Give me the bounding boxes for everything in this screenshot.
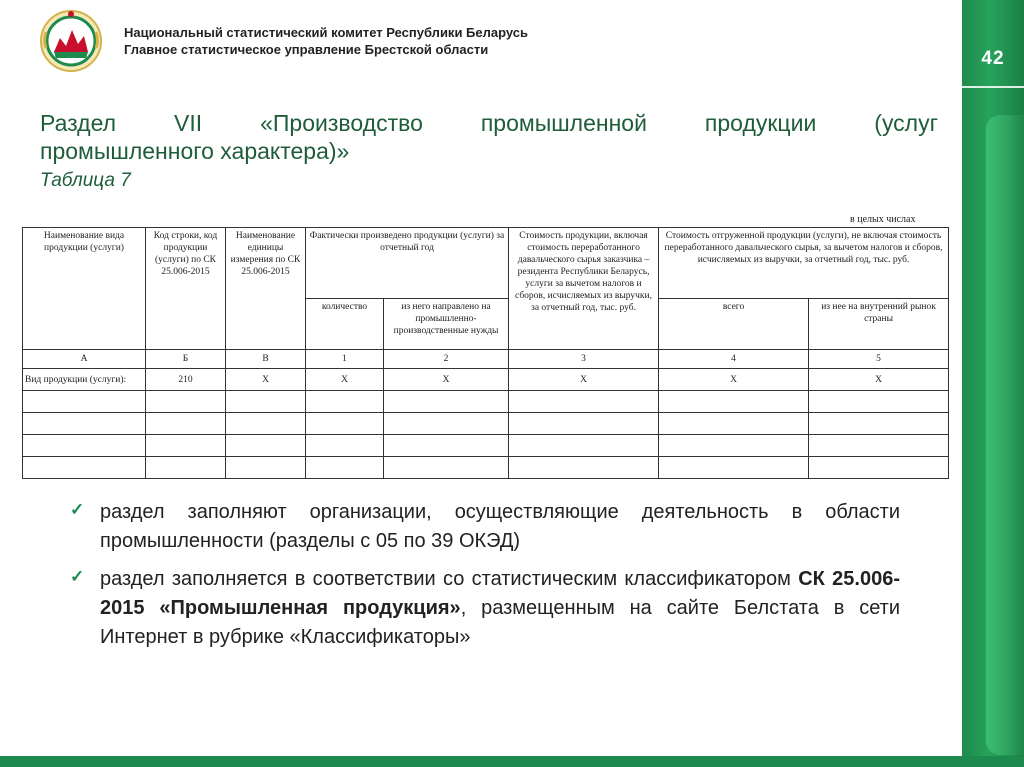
table-cell: В (226, 350, 306, 369)
table-cell: 2 (384, 350, 509, 369)
bullet-list (70, 498, 900, 661)
checkmark-icon: ✓ (70, 567, 85, 586)
units-note: в целых числах (850, 214, 916, 225)
bullet-item (70, 565, 900, 652)
report-form-table (22, 227, 949, 479)
bottom-green-bar (0, 756, 1024, 767)
table-cell: 5 (809, 350, 949, 369)
table-row (23, 369, 949, 391)
header-unit-name: Наименование единицы измерения по СК 25.006-2015 (226, 228, 306, 350)
subheader-domestic: из нее на внутренний рынок страны (809, 299, 949, 350)
section-title-line-1: Раздел VII «Производство промышленной продукции (услуг (40, 110, 938, 136)
table-cell: Х (306, 369, 384, 391)
header-product-name: Наименование вида продукции (услуги) (23, 228, 146, 350)
table-cell: 3 (509, 350, 659, 369)
table-cell: А (23, 350, 146, 369)
org-line-2: Главное статистическое управление Брестской области (124, 42, 489, 57)
bullet-text: раздел заполняют организации, осуществляющие деятельность в области промышленности (разделы с 05 по 39 ОКЭД) (100, 501, 900, 552)
subheader-directed: из него направлено на промышленно-производственные нужды (384, 299, 509, 350)
table-row (23, 413, 949, 435)
table-cell: Х (509, 369, 659, 391)
bullet-text-part: , размещенным на сайте Белстата в сети Интернет в рубрике «Классификаторы» (100, 597, 900, 648)
header-shipped: Стоимость отгруженной продукции (услуги), не включая стоимость переработанного давальческого сырья, за вычетом налогов и сборов, исчисляемых из выручки, за отчетный год, тыс. руб. (659, 228, 949, 299)
header-produced: Фактически произведено продукции (услуги) за отчетный год (306, 228, 509, 299)
table-row (23, 435, 949, 457)
table-cell: 1 (306, 350, 384, 369)
header-cost: Стоимость продукции, включая стоимость переработанного давальческого сырья заказчика – резидента Республики Беларусь, услуги за вычетом налогов и сборов, исчисляемых из выручки, за отчетный год, тыс. руб. (509, 228, 659, 350)
page-number-divider (962, 86, 1024, 88)
table-cell: Х (384, 369, 509, 391)
table-subtitle: Таблица 7 (40, 170, 131, 191)
table-cell: 4 (659, 350, 809, 369)
subheader-total: всего (659, 299, 809, 350)
bullet-text-part: раздел заполняется в соответствии со статистическим классификатором (100, 568, 799, 590)
table-cell: 210 (146, 369, 226, 391)
table-cell: Х (809, 369, 949, 391)
bullet-item (70, 498, 900, 556)
belstat-logo-icon (40, 8, 102, 74)
table-cell: Вид продукции (услуги): (23, 369, 146, 391)
section-title-line-2: промышленного характера)» (40, 138, 350, 164)
org-line-1: Национальный статистический комитет Республики Беларусь (124, 25, 529, 40)
table-cell: Б (146, 350, 226, 369)
organization-name (124, 24, 528, 58)
table-row-letters (23, 350, 949, 369)
header-row-code: Код строки, код продукции (услуги) по СК 25.006-2015 (146, 228, 226, 350)
subheader-quantity: количество (306, 299, 384, 350)
right-green-pill-shape (986, 115, 1024, 755)
table-cell: Х (226, 369, 306, 391)
bullet-text (100, 565, 900, 652)
checkmark-icon: ✓ (70, 500, 85, 519)
table-cell: Х (659, 369, 809, 391)
table-row (23, 457, 949, 479)
page-number: 42 (981, 48, 1005, 69)
classifier-name: СК 25.006-2015 «Промышленная продукция» (100, 568, 900, 619)
table-row (23, 391, 949, 413)
